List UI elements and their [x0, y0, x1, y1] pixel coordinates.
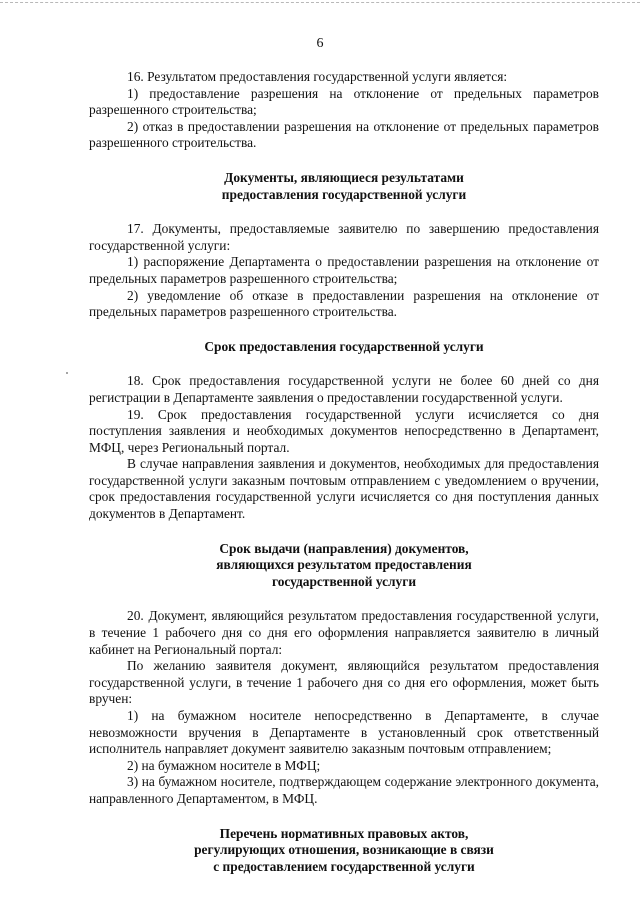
- paragraph-20-item-3: 3) на бумажном носителе, подтверждающем содержание электронного документа, направленного Департаментом, в МФЦ.: [89, 774, 599, 806]
- paragraph-20-item-2: 2) на бумажном носителе в МФЦ;: [127, 757, 321, 773]
- paragraph-16-item-1: 1) предоставление разрешения на отклонение от предельных параметров разрешенного строительства;: [89, 85, 599, 118]
- document-body: [89, 69, 599, 875]
- paragraph-19-b: В случае направления заявления и документов, необходимых для предоставления государственной услуги заказным почтовым отправлением с уведомлением о вручении, срок предоставления государственной услуги исчисляется со дня поступления данных документов в Департамент.: [89, 456, 599, 522]
- page-number: 6: [316, 36, 324, 51]
- heading-line: с предоставлением государственной услуги: [213, 858, 475, 874]
- heading-acts: [89, 826, 599, 876]
- paragraph-20-b: По желанию заявителя документ, являющийся результатом предоставления государственной услуги, в течение 1 рабочего дня со дня его оформления, может быть вручен:: [89, 658, 599, 707]
- paragraph-17: 17. Документы, предоставляемые заявителю по завершению предоставления государственной услуги:: [89, 221, 599, 253]
- heading-line: Документы, являющиеся результатами: [224, 169, 464, 185]
- paragraph-16: 16. Результатом предоставления государственной услуги является:: [127, 69, 508, 84]
- scan-speck: [66, 372, 68, 374]
- heading-documents: [89, 170, 599, 203]
- paragraph-20-item-1: 1) на бумажном носителе непосредственно в Департаменте, в случае невозможности вручения в Департаменте в установленный срок ответственный исполнитель направляет документ заявителю заказным почтовым отправлением;: [89, 708, 599, 757]
- heading-line: Перечень нормативных правовых актов,: [219, 825, 469, 841]
- paragraph-18: 18. Срок предоставления государственной услуги не более 60 дней со дня регистрации в Департаменте заявления о предоставлении государственной услуги.: [89, 373, 599, 405]
- paragraph-20: 20. Документ, являющийся результатом предоставления государственной услуги, в течение 1 рабочего дня со дня его оформления направляется заявителю в личный кабинет на Региональный портал:: [89, 608, 599, 657]
- paragraph-17-item-2: 2) уведомление об отказе в предоставлении разрешения на отклонение от предельных параметров разрешенного строительства.: [89, 287, 599, 320]
- heading-line: государственной услуги: [271, 573, 417, 589]
- scan-edge-line: [0, 2, 640, 3]
- heading-issue: [89, 541, 599, 591]
- heading-line: Срок предоставления государственной услуги: [204, 338, 484, 354]
- paragraph-16-item-2: 2) отказ в предоставлении разрешения на отклонение от предельных параметров разрешенного строительства.: [89, 118, 599, 151]
- heading-line: регулирующих отношения, возникающие в связи: [194, 842, 494, 858]
- heading-line: являющихся результатом предоставления: [216, 557, 472, 573]
- heading-line: предоставления государственной услуги: [221, 186, 467, 202]
- heading-line: Срок выдачи (направления) документов,: [219, 540, 469, 556]
- heading-term: [89, 339, 599, 356]
- paragraph-19: 19. Срок предоставления государственной услуги исчисляется со дня поступления заявления и необходимых документов непосредственно в Департамент, МФЦ, через Региональный портал.: [89, 406, 599, 455]
- paragraph-17-item-1: 1) распоряжение Департамента о предоставлении разрешения на отклонение от предельных параметров разрешенного строительства;: [89, 254, 599, 286]
